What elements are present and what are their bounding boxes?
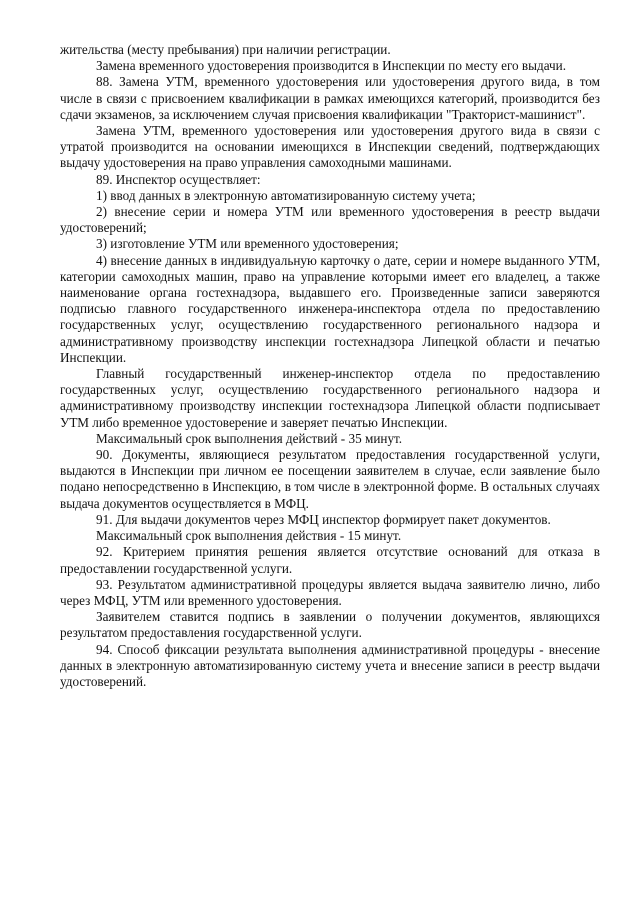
paragraph-max-time-15: Максимальный срок выполнения действия - 15 минут.	[96, 528, 402, 544]
paragraph-chief-inspector: Главный государственный инженер-инспектор отдела по предоставлению государственных услуг, осуществлению государственного регионального надзора и административному производству инспекции гостехнадзора Липецкой области подписывает УТМ либо временное удостоверение и заверяет печатью Инспекции.	[60, 366, 600, 430]
paragraph-88: 88. Замена УТМ, временного удостоверения или удостоверения другого вида, в том числе в связи с присвоением квалификации в рамках имеющихся категорий, производится без сдачи экзаменов, за исключением случая присвоения квалификации "Тракторист-машинист".	[60, 74, 600, 122]
paragraph-94: 94. Способ фиксации результата выполнения административной процедуры - внесение данных в электронную автоматизированную систему учета и внесение записи в реестр выдачи удостоверений.	[60, 641, 600, 689]
paragraph-92: 92. Критерием принятия решения является отсутствие оснований для отказа в предоставлении государственной услуги.	[60, 544, 600, 576]
paragraph-89-item-4: 4) внесение данных в индивидуальную карточку о дате, серии и номере выданного УТМ, категории самоходных машин, право на управление которыми имеет его владелец, а также наименование органа гостехнадзора, выдавшего его. Произведенные записи заверяются подписью главного государственного инженера-инспектора отдела по предоставлению государственных услуг, осуществлению государственного регионального надзора и административному производству инспекции гостехнадзора Липецкой области и печатью Инспекции.	[60, 252, 600, 365]
document-body	[60, 42, 600, 690]
paragraph-89: 89. Инспектор осуществляет:	[96, 171, 261, 187]
paragraph-temp-certificate-replacement: Замена временного удостоверения производится в Инспекции по месту его выдачи.	[96, 58, 567, 74]
paragraph-continuation: жительства (месту пребывания) при наличии регистрации.	[60, 42, 391, 57]
paragraph-88-loss: Замена УТМ, временного удостоверения или удостоверения другого вида в связи с утратой производится на основании имеющихся в Инспекции сведений, подтверждающих выдачу удостоверения на право управления самоходными машинами.	[60, 123, 600, 171]
paragraph-89-item-1: 1) ввод данных в электронную автоматизированную систему учета;	[96, 187, 476, 203]
paragraph-max-time-35: Максимальный срок выполнения действий - 35 минут.	[96, 430, 403, 446]
paragraph-89-item-2: 2) внесение серии и номера УТМ или временного удостоверения в реестр выдачи удостоверений;	[60, 204, 600, 236]
paragraph-90: 90. Документы, являющиеся результатом предоставления государственной услуги, выдаются в Инспекции при личном ее посещении заявителем в случае, если заявление было подано непосредственно в Инспекцию, в том числе в электронной форме. В остальных случаях выдача документов осуществляется в МФЦ.	[60, 447, 600, 511]
paragraph-89-item-3: 3) изготовление УТМ или временного удостоверения;	[96, 236, 399, 252]
paragraph-93: 93. Результатом административной процедуры является выдача заявителю лично, либо через МФЦ, УТМ или временного удостоверения.	[60, 576, 600, 608]
paragraph-91: 91. Для выдачи документов через МФЦ инспектор формирует пакет документов.	[96, 511, 551, 527]
paragraph-93-signature: Заявителем ставится подпись в заявлении о получении документов, являющихся результатом предоставления государственной услуги.	[60, 609, 600, 641]
